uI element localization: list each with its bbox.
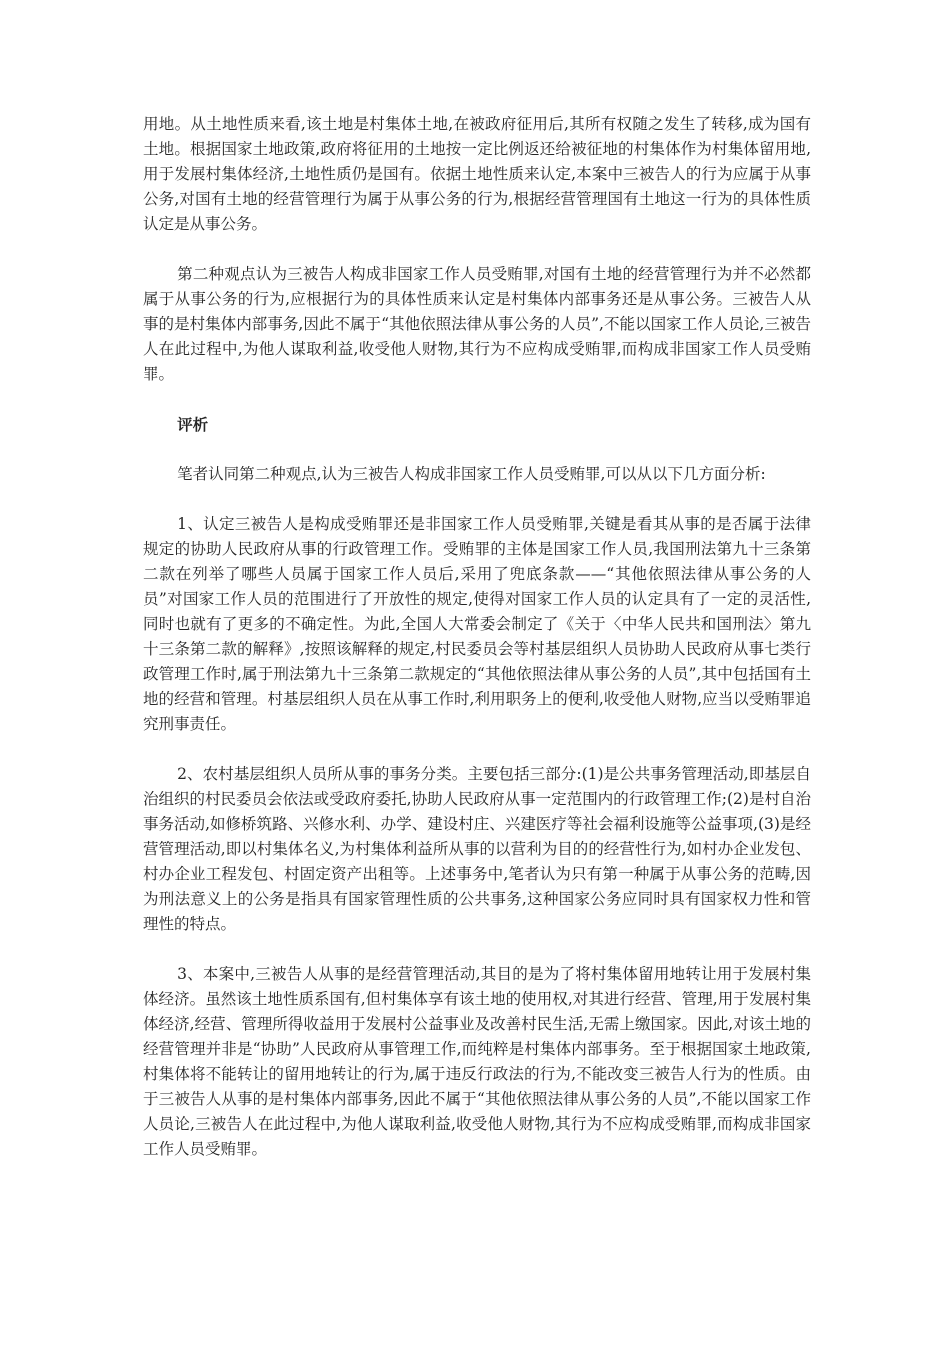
paragraph-point-1: 1、认定三被告人是构成受贿罪还是非国家工作人员受贿罪,关键是看其从事的是否属于法律规定的协助人民政府从事的行政管理工作。受贿罪的主体是国家工作人员,我国刑法第九十三条第二款在列举了哪些人员属于国家工作人员后,采用了兜底条款——“其他依照法律从事公务的人员”对国家工作人员的范围进行了开放性的规定,使得对国家工作人员的认定具有了一定的灵活性,同时也就有了更多的不确定性。为此,全国人大常委会制定了《关于〈中华人民共和国刑法〉第九十三条第二款的解释》,按照该解释的规定,村民委员会等村基层组织人员协助人民政府从事七类行政管理工作时,属于刑法第九十三条第二款规定的“其他依照法律从事公务的人员”,其中包括国有土地的经营和管理。村基层组织人员在从事工作时,利用职务上的便利,收受他人财物,应当以受贿罪追究刑事责任。: [143, 515, 811, 733]
section-heading-analysis: 评析: [177, 415, 209, 434]
paragraph-land-nature: 用地。从土地性质来看,该土地是村集体土地,在被政府征用后,其所有权随之发生了转移,成为国有土地。根据国家土地政策,政府将征用的土地按一定比例返还给被征地的村集体作为村集体留用地,用于发展村集体经济,土地性质仍是国有。依据土地性质来认定,本案中三被告人的行为应属于从事公务,对国有土地的经营管理行为属于从事公务的行为,根据经营管理国有土地这一行为的具体性质认定是从事公务。: [143, 115, 811, 233]
paragraph-point-2: 2、农村基层组织人员所从事的事务分类。主要包括三部分:(1)是公共事务管理活动,即基层自治组织的村民委员会依法或受政府委托,协助人民政府从事一定范围内的行政管理工作;(2)是村自治事务活动,如修桥筑路、兴修水利、办学、建设村庄、兴建医疗等社会福利设施等公益事项,(3)是经营管理活动,即以村集体名义,为村集体利益所从事的以营利为目的的经营性行为,如村办企业发包、村办企业工程发包、村固定资产出租等。上述事务中,笔者认为只有第一种属于从事公务的范畴,因为刑法意义上的公务是指具有国家管理性质的公共事务,这种国家公务应同时具有国家权力性和管理性的特点。: [143, 765, 811, 933]
document-page: [143, 112, 811, 1187]
paragraph-second-view: 第二种观点认为三被告人构成非国家工作人员受贿罪,对国有土地的经营管理行为并不必然都属于从事公务的行为,应根据行为的具体性质来认定是村集体内部事务还是从事公务。三被告人从事的是村集体内部事务,因此不属于“其他依照法律从事公务的人员”,不能以国家工作人员论,三被告人在此过程中,为他人谋取利益,收受他人财物,其行为不应构成受贿罪,而构成非国家工作人员受贿罪。: [143, 265, 811, 383]
paragraph-author-opinion: 笔者认同第二种观点,认为三被告人构成非国家工作人员受贿罪,可以从以下几方面分析:: [177, 465, 766, 483]
paragraph-point-3: 3、本案中,三被告人从事的是经营管理活动,其目的是为了将村集体留用地转让用于发展村集体经济。虽然该土地性质系国有,但村集体享有该土地的使用权,对其进行经营、管理,用于发展村集体经济,经营、管理所得收益用于发展村公益事业及改善村民生活,无需上缴国家。因此,对该土地的经营管理并非是“协助”人民政府从事管理工作,而纯粹是村集体内部事务。至于根据国家土地政策,村集体将不能转让的留用地转让的行为,属于违反行政法的行为,不能改变三被告人行为的性质。由于三被告人从事的是村集体内部事务,因此不属于“其他依照法律从事公务的人员”,不能以国家工作人员论,三被告人在此过程中,为他人谋取利益,收受他人财物,其行为不应构成受贿罪,而构成非国家工作人员受贿罪。: [143, 965, 811, 1158]
